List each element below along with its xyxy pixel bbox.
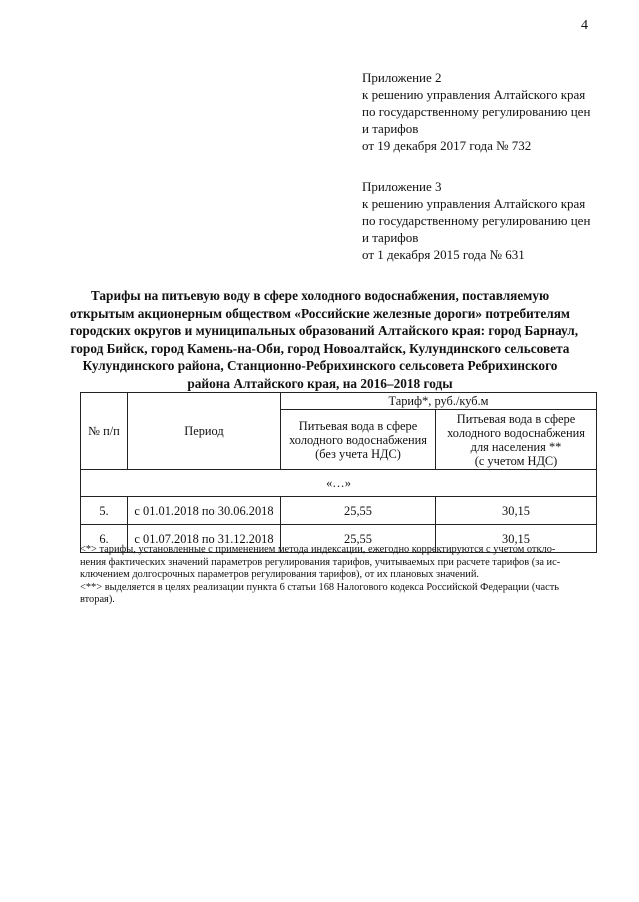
appendix-line: к решению управления Алтайского края bbox=[362, 196, 586, 211]
header-line: холодного водоснабжения bbox=[447, 425, 585, 440]
appendix-line: к решению управления Алтайского края bbox=[362, 87, 586, 102]
tariff-without-vat-cell: 25,55 bbox=[281, 525, 436, 553]
footnotes bbox=[80, 544, 600, 607]
column-header-period: Период bbox=[128, 393, 281, 470]
appendix-line: и тарифов bbox=[362, 121, 419, 136]
ellipsis-cell: «…» bbox=[81, 470, 597, 497]
appendix-line: Приложение 2 bbox=[362, 70, 442, 85]
column-header-tariff-without-vat bbox=[281, 410, 436, 470]
title-line: Кулундинского района, Станционно-Ребрихинского сельсовета Ребрихинского bbox=[82, 358, 558, 373]
header-line: Питьевая вода в сфере bbox=[298, 418, 418, 433]
appendix-line: по государственному регулированию цен bbox=[362, 213, 591, 228]
header-line: (с учетом НДС) bbox=[474, 453, 558, 468]
table-row-ellipsis bbox=[81, 470, 597, 497]
column-header-number: № п/п bbox=[81, 393, 128, 470]
appendix-3-header bbox=[362, 178, 612, 263]
column-header-tariff: Тариф*, руб./куб.м bbox=[281, 393, 597, 410]
tariff-population-cell: 30,15 bbox=[436, 497, 597, 525]
header-line: (без учета НДС) bbox=[315, 446, 401, 461]
footnote-line: ключением долгосрочных параметров регулирования тарифов), от их плановых значений. bbox=[80, 569, 480, 581]
tariff-population-cell: 30,15 bbox=[436, 525, 597, 553]
table-row bbox=[81, 497, 597, 525]
tariff-without-vat-cell: 25,55 bbox=[281, 497, 436, 525]
title-line: городских округов и муниципальных образований Алтайского края: город Барнаул, bbox=[70, 323, 579, 338]
title-line: Тарифы на питьевую воду в сфере холодного водоснабжения, поставляемую bbox=[90, 288, 550, 303]
column-header-tariff-population bbox=[436, 410, 597, 470]
period-cell: с 01.01.2018 по 30.06.2018 bbox=[128, 497, 281, 525]
title-line: город Бийск, город Камень-на-Оби, город Новоалтайск, Кулундинского сельсовета bbox=[70, 340, 570, 356]
header-line: холодного водоснабжения bbox=[289, 432, 427, 447]
footnote-line: нения фактических значений параметров регулирования тарифов, учитываемых при расчете тарифов (за ис- bbox=[80, 556, 561, 568]
period-cell: с 01.07.2018 по 31.12.2018 bbox=[128, 525, 281, 553]
title-line: района Алтайского края, на 2016–2018 годы bbox=[187, 375, 453, 391]
header-line: Питьевая вода в сфере bbox=[456, 411, 576, 426]
footnote-line: вторая). bbox=[80, 594, 115, 606]
appendix-line: и тарифов bbox=[362, 230, 419, 245]
appendix-line: от 19 декабря 2017 года № 732 bbox=[362, 138, 532, 153]
footnote-line: <*> тарифы, установленные с применением метода индексации, ежегодно корректируются с учетом откло- bbox=[80, 544, 556, 555]
appendix-line: от 1 декабря 2015 года № 631 bbox=[362, 247, 525, 262]
appendix-2-header bbox=[362, 69, 612, 154]
footnote-double-asterisk bbox=[80, 582, 600, 607]
appendix-line: по государственному регулированию цен bbox=[362, 104, 591, 119]
appendix-line: Приложение 3 bbox=[362, 179, 442, 194]
row-number-cell: 6. bbox=[81, 525, 128, 553]
page-number: 4 bbox=[581, 18, 588, 33]
footnote-single-asterisk bbox=[80, 544, 600, 582]
footnote-line: <**> выделяется в целях реализации пункта 6 статьи 168 Налогового кодекса Российской Федерации (часть bbox=[80, 581, 560, 593]
document-title bbox=[70, 287, 579, 392]
header-line: для населения ** bbox=[470, 439, 562, 454]
table-header-row bbox=[81, 393, 597, 410]
tariff-table bbox=[80, 392, 597, 553]
row-number-cell: 5. bbox=[81, 497, 128, 525]
title-line: открытым акционерным обществом «Российские железные дороги» потребителям bbox=[70, 305, 570, 321]
